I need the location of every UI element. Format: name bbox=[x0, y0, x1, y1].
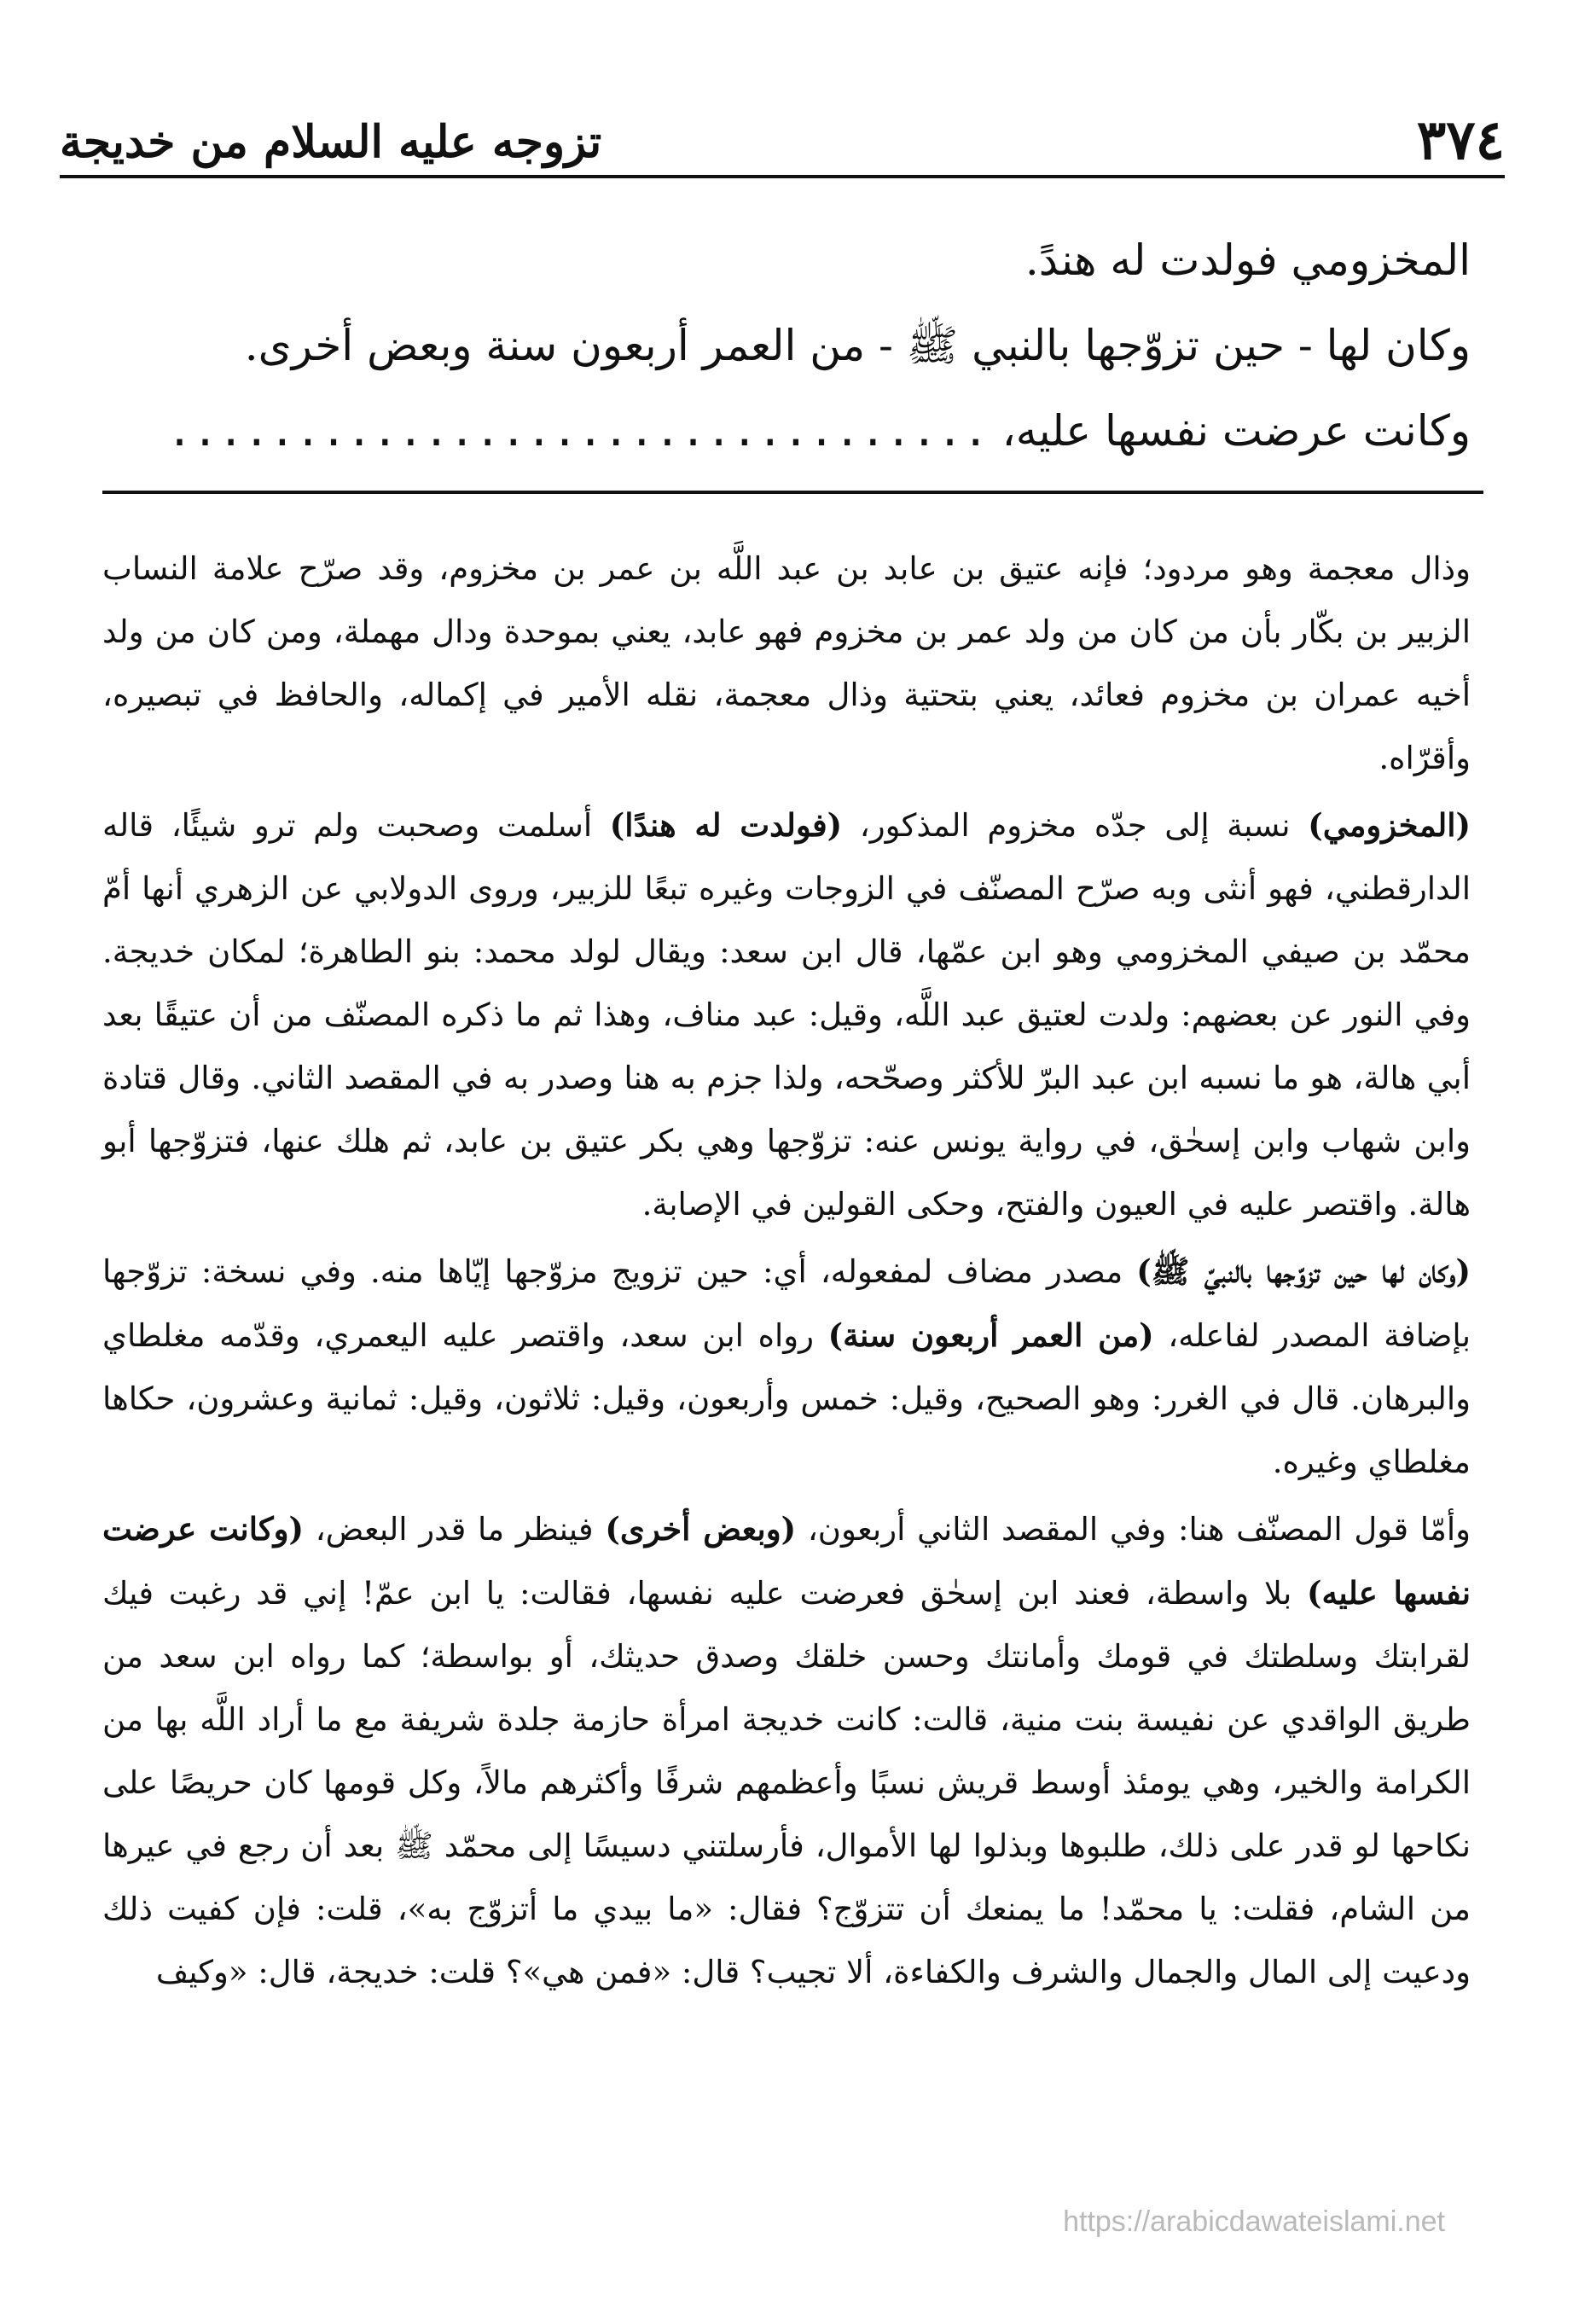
watermark-url: https://arabicdawateislami.net bbox=[1063, 2205, 1445, 2238]
paragraph-text: وأمّا قول المصنّف هنا: وفي المقصد الثاني أربعون، bbox=[796, 1511, 1471, 1548]
paragraph-text: وذال معجمة وهو مردود؛ فإنه عتيق بن عابد بن عبد اللَّه بن عمر بن مخزوم، وقد صرّح علامة النساب الزبير بن بكّار بأن من كان من ولد عمر بن مخزوم فهو عابد، يعني بموحدة ودال مهملة، ومن كان من ولد أخيه عمران بن مخزوم فعائد، يعني بتحتية وذال معجمة، نقله الأمير في إكماله، والحافظ في تبصيره، وأقرّاه. bbox=[102, 550, 1471, 776]
quoted-keyword: (المخزومي) bbox=[1308, 806, 1471, 844]
commentary-paragraph bbox=[102, 537, 1471, 790]
paragraph-text: رواه ابن سعد، واقتصر عليه اليعمري، وقدّمه مغلطاي والبرهان. قال في الغرر: وهو الصحيح، وقيل: خمس وأربعون، وقيل: ثلاثون، وقيل: ثمانية وعشرون، حكاها مغلطاي وغيره. bbox=[102, 1317, 1471, 1480]
quoted-keyword: (فولدت له هندًا) bbox=[609, 806, 843, 844]
matn-line: المخزومي فولدت له هندً. bbox=[1024, 235, 1471, 285]
matn-line bbox=[102, 388, 1471, 474]
commentary-paragraph bbox=[102, 1497, 1471, 2004]
commentary-text-block bbox=[102, 537, 1471, 2007]
paragraph-text: نسبة إلى جدّه مخزوم المذكور، bbox=[842, 807, 1309, 844]
paragraph-text: أسلمت وصحبت ولم ترو شيئًا، قاله الدارقطني، فهو أنثى وبه صرّح المصنّف في الزوجات وغيره تبعًا للزبير، وروى الدولابي عن الزهري أنها أمّ محمّد بن صيفي المخزومي وهو ابن عمّها، قال ابن سعد: ويقال لولد محمد: بنو الطاهرة؛ لمكان خديجة. وفي النور عن بعضهم: ولدت لعتيق عبد اللَّه، وقيل: عبد مناف، وهذا ثم ما ذكره المصنّف من أن عتيقًا بعد أبي هالة، هو ما نسبه ابن عبد البرّ للأكثر وصحّحه، ولذا جزم به هنا وصدر به في المقصد الثاني. وقال قتادة وابن شهاب وابن إسحٰق، في رواية يونس عنه: تزوّجها وهي بكر عتيق بن عابد، ثم هلك عنها، فتزوّجها أبو هالة. واقتصر عليه في العيون والفتح، وحكى القولين في الإصابة. bbox=[102, 807, 1471, 1223]
matn-line: وكان لها - حين تزوّجها بالنبي ﷺ - من العمر أربعون سنة وبعض أخرى. bbox=[244, 321, 1471, 370]
continuation-dots: ................................ bbox=[166, 406, 989, 456]
commentary-paragraph bbox=[102, 793, 1471, 1236]
quoted-keyword: (وكان لها حين تزوّجها بالنبيّ ﷺ) bbox=[1136, 1252, 1471, 1290]
paragraph-text: مصدر مضاف لمفعوله، أي: حين تزويج مزوّجها إيّاها منه. وفي نسخة: تزوّجها بإضافة المصدر لفاعله، bbox=[102, 1253, 1471, 1354]
commentary-paragraph bbox=[102, 1240, 1471, 1494]
quoted-keyword: (وكانت عرضت نفسها عليه) bbox=[102, 1510, 1471, 1612]
paragraph-text: فينظر ما قدر البعض، bbox=[304, 1511, 606, 1548]
paragraph-text: بلا واسطة، فعند ابن إسحٰق فعرضت عليه نفسها، فقالت: يا ابن عمّ! إني قد رغبت فيك لقرابتك وسلطتك في قومك وأمانتك وحسن خلقك وصدق حديثك، أو بواسطة؛ كما رواه ابن سعد من طريق الواقدي عن نفيسة بنت منية، قالت: كانت خديجة امرأة حازمة جلدة شريفة مع ما أراد اللَّه بها من الكرامة والخير، وهي يومئذ أوسط قريش نسبًا وأعظمهم شرفًا وأكثرهم مالاً، وكل قومها كان حريصًا على نكاحها لو قدر على ذلك، طلبوها وبذلوا لها الأموال، فأرسلتني دسيسًا إلى محمّد ﷺ بعد أن رجع في عيرها من الشام، فقلت: يا محمّد! ما يمنعك أن تتزوّج؟ فقال: «ما بيدي ما أتزوّج به»، قلت: فإن كفيت ذلك ودعيت إلى المال والجمال والشرف والكفاءة، ألا تجيب؟ قال: «فمن هي»؟ قلت: خديجة، قال: «وكيف bbox=[102, 1575, 1471, 1990]
header-rule bbox=[60, 175, 1505, 178]
running-title: تزوجه عليه السلام من خديجة bbox=[60, 116, 602, 168]
matn-text-block bbox=[102, 218, 1471, 474]
page-header bbox=[60, 94, 1505, 175]
section-divider bbox=[102, 491, 1483, 494]
matn-line-text: وكانت عرضت نفسها عليه، bbox=[1001, 406, 1471, 456]
page-number: ٣٧٤ bbox=[1416, 108, 1505, 172]
quoted-keyword: (من العمر أربعون سنة) bbox=[827, 1316, 1154, 1354]
quoted-keyword: (وبعض أخرى) bbox=[605, 1510, 797, 1548]
